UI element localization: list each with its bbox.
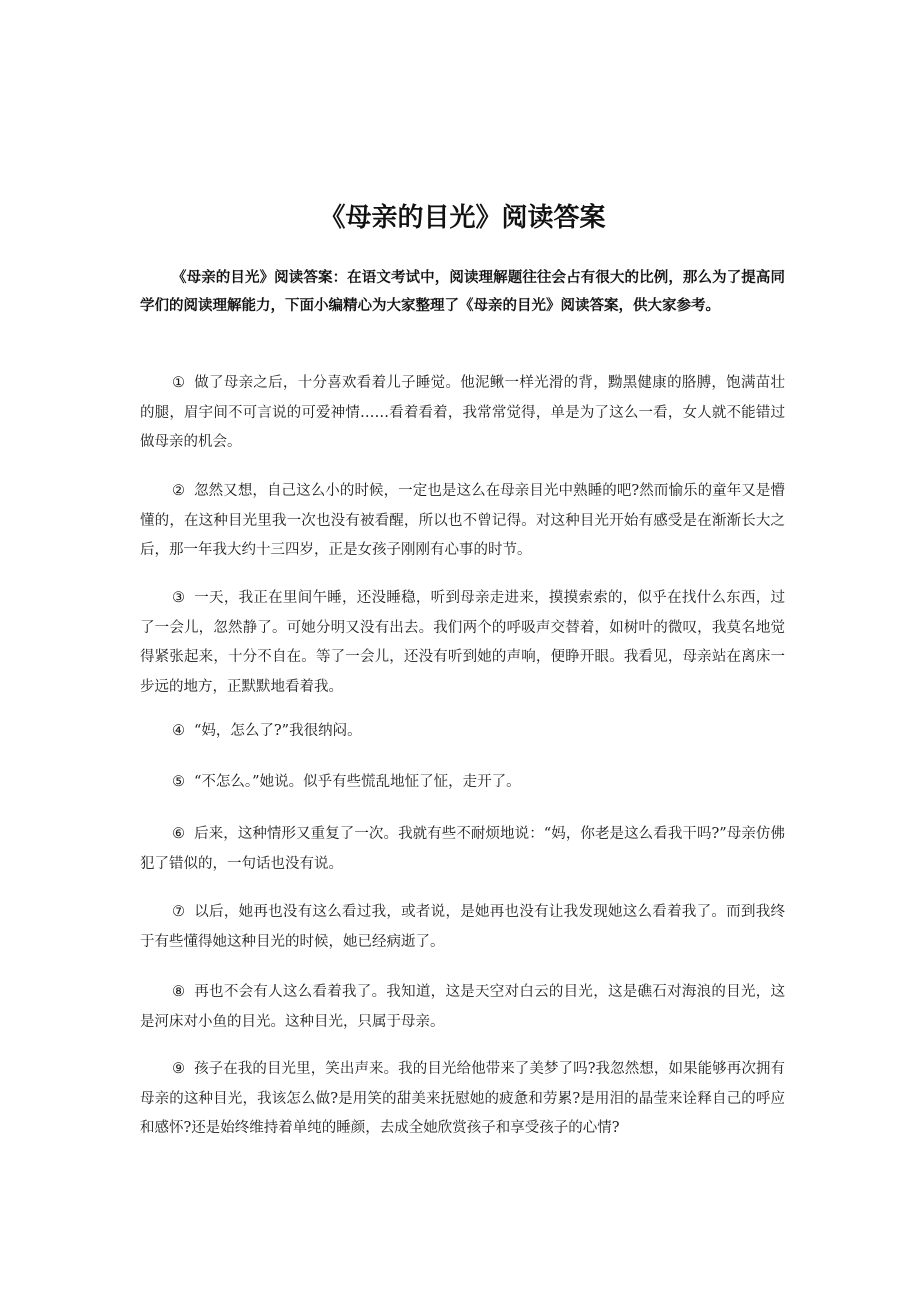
body-paragraph-6 bbox=[140, 820, 785, 879]
document-page bbox=[140, 0, 785, 1302]
body-paragraph-2 bbox=[140, 477, 785, 566]
paragraph-text: 孩子在我的目光里，笑出声来。我的目光给他带来了美梦了吗?我忽然想，如果能够再次拥有母亲的这种目光，我该怎么做?是用笑的甜美来抚慰她的疲惫和劳累?是用泪的晶莹来诠释自己的呼应和感怀?还是始终维持着单纯的睡颜，去成全她欣赏孩子和享受孩子的心情? bbox=[140, 1061, 785, 1136]
paragraph-text: 忽然又想，自己这么小的时候，一定也是这么在母亲目光中熟睡的吧?然而愉乐的童年又是懵懂的，在这种目光里我一次也没有被看醒，所以也不曾记得。对这种目光开始有感受是在渐渐长大之后，那一年我大约十三四岁，正是女孩子刚刚有心事的时节。 bbox=[140, 483, 785, 558]
body-paragraph-7 bbox=[140, 898, 785, 957]
paragraph-number: ⑤ bbox=[172, 774, 185, 790]
paragraph-number: ② bbox=[172, 483, 186, 499]
paragraph-number: ⑦ bbox=[172, 904, 186, 920]
intro-paragraph: 《母亲的目光》阅读答案：在语文考试中，阅读理解题往往会占有很大的比例，那么为了提高同学们的阅读理解能力，下面小编精心为大家整理了《母亲的目光》阅读答案，供大家参考。 bbox=[140, 270, 785, 314]
body-paragraph-8 bbox=[140, 978, 785, 1037]
body-paragraph-4 bbox=[140, 717, 785, 747]
paragraph-text: 做了母亲之后，十分喜欢看着儿子睡觉。他泥鳅一样光滑的背，黝黑健康的胳膊，饱满苗壮的腿，眉宇间不可言说的可爱神情……看着看着，我常常觉得，单是为了这么一看，女人就不能错过做母亲的机会。 bbox=[140, 375, 786, 450]
paragraph-text: 一天，我正在里间午睡，还没睡稳，听到母亲走进来，摸摸索索的，似乎在找什么东西，过了一会儿，忽然静了。可她分明又没有出去。我们两个的呼吸声交替着，如树叶的微叹，我莫名地觉得紧张起来，十分不自在。等了一会儿，还没有听到她的声响，便睁开眼。我看见，母亲站在离床一步远的地方，正默默地看着我。 bbox=[140, 590, 786, 695]
body-paragraph-9 bbox=[140, 1055, 785, 1144]
paragraph-text: 再也不会有人这么看着我了。我知道，这是天空对白云的目光，这是礁石对海浪的目光，这是河床对小鱼的目光。这种目光，只属于母亲。 bbox=[140, 984, 786, 1030]
paragraph-text: “妈，怎么了?”我很纳闷。 bbox=[194, 723, 362, 739]
document-title: 《母亲的目光》阅读答案 bbox=[319, 203, 606, 233]
paragraph-number: ③ bbox=[172, 590, 186, 606]
paragraph-text: 后来，这种情形又重复了一次。我就有些不耐烦地说：“妈，你老是这么看我干吗?”母亲仿佛犯了错似的，一句话也没有说。 bbox=[140, 826, 785, 872]
body-paragraph-5 bbox=[140, 768, 785, 798]
paragraph-text: “不怎么。”她说。似乎有些慌乱地怔了怔，走开了。 bbox=[194, 774, 521, 790]
paragraph-number: ① bbox=[172, 375, 186, 391]
body-paragraph-3 bbox=[140, 584, 785, 702]
paragraph-number: ⑥ bbox=[172, 826, 186, 842]
paragraph-number: ⑧ bbox=[172, 984, 186, 1000]
paragraph-number: ⑨ bbox=[172, 1061, 186, 1077]
body-paragraph-1 bbox=[140, 369, 785, 458]
paragraph-number: ④ bbox=[172, 723, 185, 739]
paragraph-text: 以后，她再也没有这么看过我，或者说，是她再也没有让我发现她这么看着我了。而到我终于有些懂得她这种目光的时候，她已经病逝了。 bbox=[140, 904, 786, 950]
